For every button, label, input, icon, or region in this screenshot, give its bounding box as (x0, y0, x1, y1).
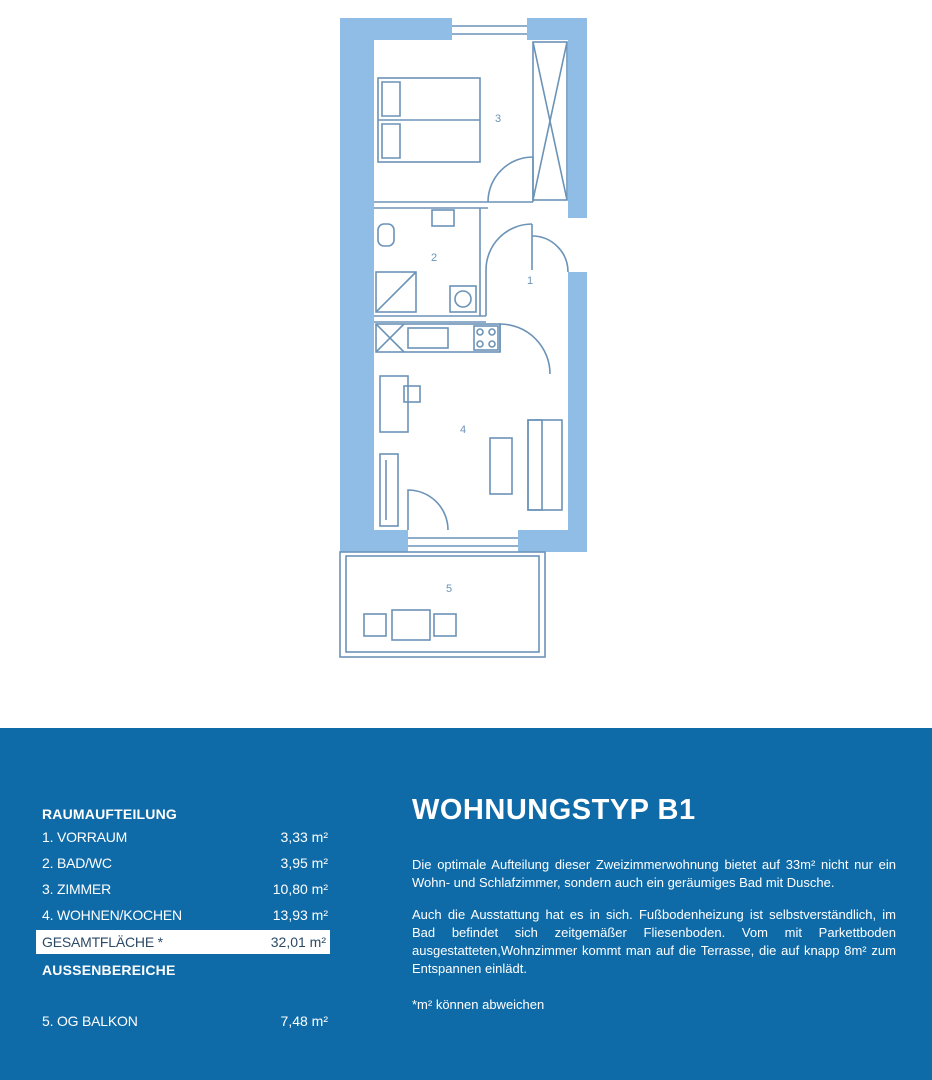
room-row (42, 824, 332, 850)
room-number-5: 5 (446, 583, 453, 595)
outdoor-area: 7,48 m² (280, 1013, 328, 1029)
room-area: 13,93 m² (272, 907, 328, 923)
apartment-description (412, 792, 896, 1014)
room-row (42, 850, 332, 876)
room-number-3: 3 (495, 113, 502, 125)
info-panel (0, 728, 932, 1080)
room-label: 2. BAD/WC (42, 855, 112, 871)
room-number-2: 2 (431, 252, 438, 264)
room-number-4: 4 (460, 424, 467, 436)
interior-lines (340, 26, 568, 657)
area-footnote: *m² können abweichen (412, 997, 545, 1012)
total-label: GESAMTFLÄCHE * (42, 934, 163, 950)
room-number-1: 1 (527, 275, 534, 287)
total-area-row (36, 930, 330, 954)
room-row (42, 876, 332, 902)
room-label: 4. WOHNEN/KOCHEN (42, 907, 182, 923)
room-label: 1. VORRAUM (42, 829, 128, 845)
description-paragraph: Die optimale Aufteilung dieser Zweizimmerwohnung bietet auf 33m² nicht nur ein Wohn- und Schlafzimmer, sondern auch ein geräumiges Bad mit Dusche. (412, 857, 896, 890)
exterior-walls (340, 18, 587, 552)
room-area: 10,80 m² (272, 881, 328, 897)
description-paragraph: Auch die Ausstattung hat es in sich. Fußbodenheizung ist selbstverständlich, im Bad befindet sich zeitgemäßer Fliesenboden. Vom mit Parkettboden ausgestatteten,Wohnzimmer kommt man auf die Terrasse, die auf knapp 8m² zum Entspannen einlädt. (412, 907, 896, 976)
room-label: 3. ZIMMER (42, 881, 111, 897)
room-area: 3,95 m² (280, 855, 328, 871)
wall-left (340, 18, 374, 552)
room-area: 3,33 m² (280, 829, 328, 845)
room-breakdown (42, 804, 332, 1034)
wall-bottom-right (518, 530, 587, 552)
wall-right-lower (568, 272, 587, 552)
outdoor-heading: AUSSENBEREICHE (42, 962, 176, 978)
wall-bottom-left (340, 530, 408, 552)
room-row (42, 902, 332, 928)
outdoor-row (42, 1008, 332, 1034)
wall-right-upper (568, 18, 587, 218)
total-area: 32,01 m² (270, 934, 326, 950)
rooms-heading: RAUMAUFTEILUNG (42, 806, 178, 822)
apartment-type-title: WOHNUNGSTYP B1 (412, 794, 696, 826)
outdoor-label: 5. OG BALKON (42, 1013, 138, 1029)
